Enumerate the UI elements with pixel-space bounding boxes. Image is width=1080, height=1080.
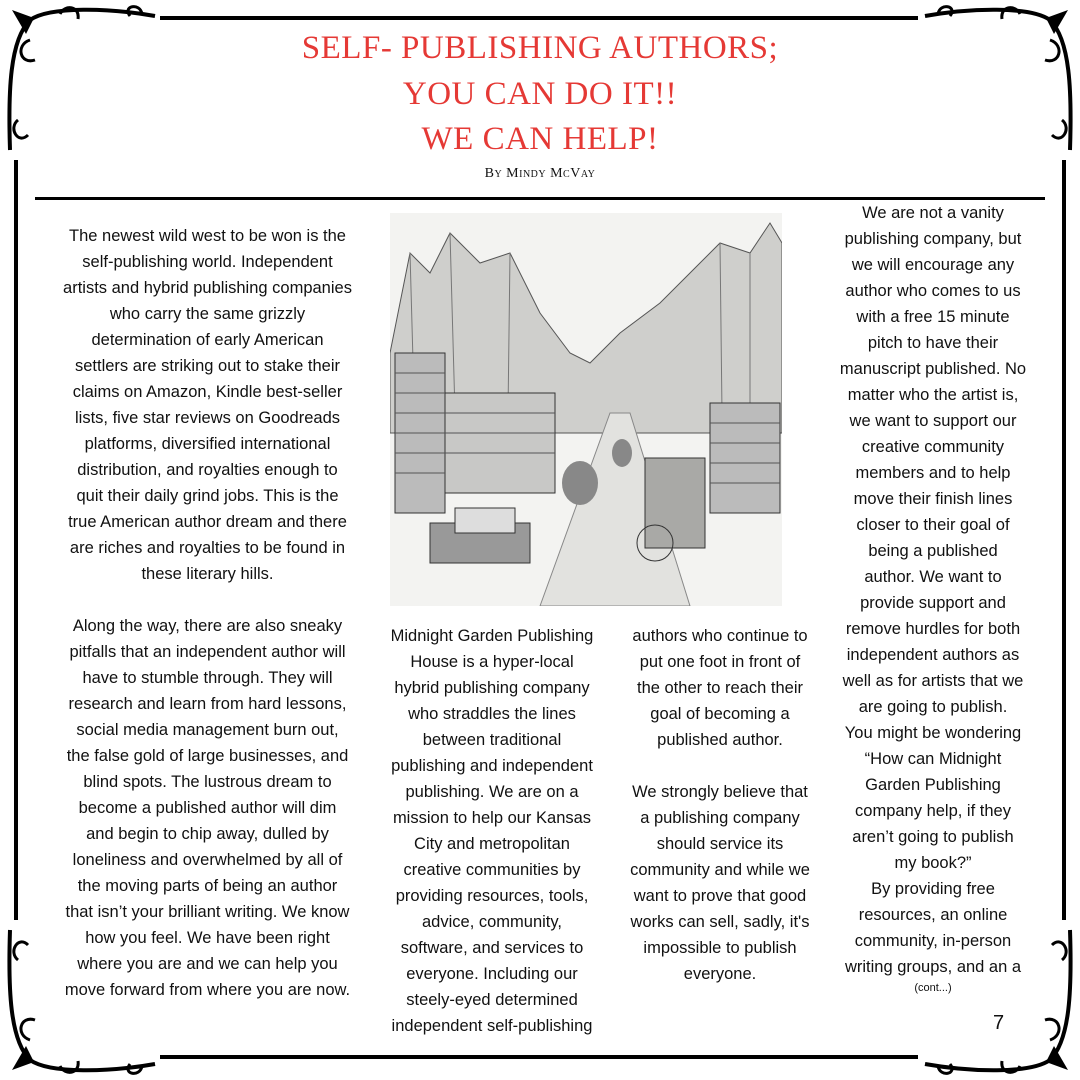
left-border bbox=[14, 160, 18, 920]
text-line: a publishing company bbox=[640, 809, 800, 827]
text-line: being a published bbox=[868, 542, 998, 560]
text-line: resources, an online bbox=[858, 906, 1008, 924]
text-line: advice, community, bbox=[422, 913, 562, 931]
text-line: closer to their goal of bbox=[856, 516, 1010, 534]
text-line: writing groups, and an a bbox=[844, 958, 1022, 976]
text-line: manuscript published. No bbox=[839, 360, 1027, 378]
text-line: works can sell, sadly, it's bbox=[630, 913, 810, 931]
text-line: have to stumble through. They will bbox=[82, 669, 333, 687]
text-line: the moving parts of being an author bbox=[77, 877, 338, 895]
text-line: publishing company, but bbox=[844, 230, 1022, 248]
text-line: self-publishing world. Independent bbox=[82, 253, 333, 271]
text-line: where you are and we can help you bbox=[77, 955, 338, 973]
text-line: independent self-publishing bbox=[391, 1017, 593, 1035]
text-line: By providing free bbox=[871, 880, 995, 898]
text-line: how you feel. We have been right bbox=[85, 929, 330, 947]
text-line: are riches and royalties to be found in bbox=[69, 539, 346, 557]
title-line-3: WE CAN HELP! bbox=[421, 121, 659, 157]
text-line: that isn’t your brilliant writing. We know bbox=[65, 903, 350, 921]
text-line: become a published author will dim bbox=[78, 799, 337, 817]
continued-note: (cont...) bbox=[914, 982, 952, 994]
text-line: We are not a vanity bbox=[862, 204, 1004, 222]
text-line: You might be wondering bbox=[844, 724, 1022, 742]
text-line: claims on Amazon, Kindle best-seller bbox=[72, 383, 343, 401]
text-line: Midnight Garden Publishing bbox=[390, 627, 594, 645]
article-column-4 bbox=[823, 200, 1043, 980]
text-line: with a free 15 minute bbox=[856, 308, 1010, 326]
text-line: platforms, diversified international bbox=[84, 435, 331, 453]
text-line: and begin to chip away, dulled by bbox=[86, 825, 329, 843]
text-line: these literary hills. bbox=[141, 565, 274, 583]
text-line: we will encourage any bbox=[851, 256, 1015, 274]
top-border bbox=[160, 16, 918, 20]
text-line: community, in-person bbox=[854, 932, 1012, 950]
text-line: social media management burn out, bbox=[76, 721, 339, 739]
text-line: put one foot in front of bbox=[639, 653, 801, 671]
text-line: publishing and independent bbox=[391, 757, 593, 775]
text-line: company help, if they bbox=[855, 802, 1011, 820]
article-column-3 bbox=[610, 623, 830, 987]
text-line: move their finish lines bbox=[853, 490, 1013, 508]
text-line: my book?” bbox=[894, 854, 972, 872]
text-line: community and while we bbox=[630, 861, 810, 879]
text-line: creative communities by bbox=[403, 861, 581, 879]
text-line: lists, five star reviews on Goodreads bbox=[74, 409, 341, 427]
text-line: matter who the artist is, bbox=[847, 386, 1019, 404]
text-line: author. We want to bbox=[864, 568, 1002, 586]
text-line: true American author dream and there bbox=[68, 513, 347, 531]
text-line: authors who continue to bbox=[632, 627, 808, 645]
page-number: 7 bbox=[993, 1012, 1005, 1034]
text-line: who straddles the lines bbox=[408, 705, 576, 723]
text-line: We strongly believe that bbox=[632, 783, 808, 801]
text-line: aren’t going to publish bbox=[852, 828, 1014, 846]
text-line: independent authors as bbox=[846, 646, 1020, 664]
text-line: steely-eyed determined bbox=[406, 991, 578, 1009]
text-line: everyone. bbox=[683, 965, 757, 983]
text-line: between traditional bbox=[422, 731, 562, 749]
text-line: provide support and bbox=[860, 594, 1006, 612]
text-line: published author. bbox=[657, 731, 783, 749]
text-line: impossible to publish bbox=[643, 939, 797, 957]
text-line: should service its bbox=[656, 835, 784, 853]
text-line: remove hurdles for both bbox=[845, 620, 1021, 638]
title-line-2: YOU CAN DO IT!! bbox=[402, 76, 678, 112]
text-line: settlers are striking out to stake their bbox=[74, 357, 341, 375]
text-line: goal of becoming a bbox=[650, 705, 790, 723]
text-line: pitfalls that an independent author will bbox=[69, 643, 346, 661]
text-line: want to prove that good bbox=[633, 887, 807, 905]
text-line: pitch to have their bbox=[867, 334, 999, 352]
text-line: software, and services to bbox=[400, 939, 584, 957]
text-line: author who comes to us bbox=[845, 282, 1021, 300]
text-line: the other to reach their bbox=[636, 679, 803, 697]
text-line: publishing. We are on a bbox=[405, 783, 579, 801]
text-line: City and metropolitan bbox=[414, 835, 570, 853]
text-line: artists and hybrid publishing companies bbox=[63, 279, 352, 297]
bottom-border bbox=[160, 1055, 918, 1059]
text-line: providing resources, tools, bbox=[395, 887, 589, 905]
text-line: The newest wild west to be won is the bbox=[69, 227, 346, 245]
text-line: determination of early American bbox=[91, 331, 324, 349]
right-border bbox=[1062, 160, 1066, 920]
text-line: the false gold of large businesses, and bbox=[66, 747, 349, 765]
text-line: House is a hyper-local bbox=[410, 653, 574, 671]
article-column-1 bbox=[35, 223, 380, 1003]
text-line: “How can Midnight bbox=[864, 750, 1002, 768]
text-line: mission to help our Kansas bbox=[392, 809, 592, 827]
byline: By Mindy McVay bbox=[484, 166, 596, 181]
title-line-1: SELF- PUBLISHING AUTHORS; bbox=[301, 30, 779, 66]
text-line: hybrid publishing company bbox=[394, 679, 590, 697]
western-bookstore-sketch-illustration bbox=[390, 213, 782, 606]
text-line: Garden Publishing bbox=[865, 776, 1001, 794]
text-line: creative community bbox=[861, 438, 1005, 456]
text-line bbox=[610, 753, 830, 779]
article-column-2 bbox=[372, 623, 612, 1039]
text-line: move forward from where you are now. bbox=[64, 981, 351, 999]
text-line: everyone. Including our bbox=[406, 965, 578, 983]
text-line: members and to help bbox=[855, 464, 1011, 482]
text-line: we want to support our bbox=[849, 412, 1017, 430]
text-line bbox=[35, 587, 380, 613]
text-line: research and learn from hard lessons, bbox=[68, 695, 347, 713]
text-line: quit their daily grind jobs. This is the bbox=[76, 487, 339, 505]
text-line: distribution, and royalties enough to bbox=[77, 461, 338, 479]
text-line: loneliness and overwhelmed by all of bbox=[72, 851, 343, 869]
text-line: blind spots. The lustrous dream to bbox=[83, 773, 332, 791]
text-line: well as for artists that we bbox=[842, 672, 1024, 690]
text-line: are going to publish. bbox=[858, 698, 1008, 716]
text-line: who carry the same grizzly bbox=[109, 305, 306, 323]
text-line: Along the way, there are also sneaky bbox=[72, 617, 343, 635]
